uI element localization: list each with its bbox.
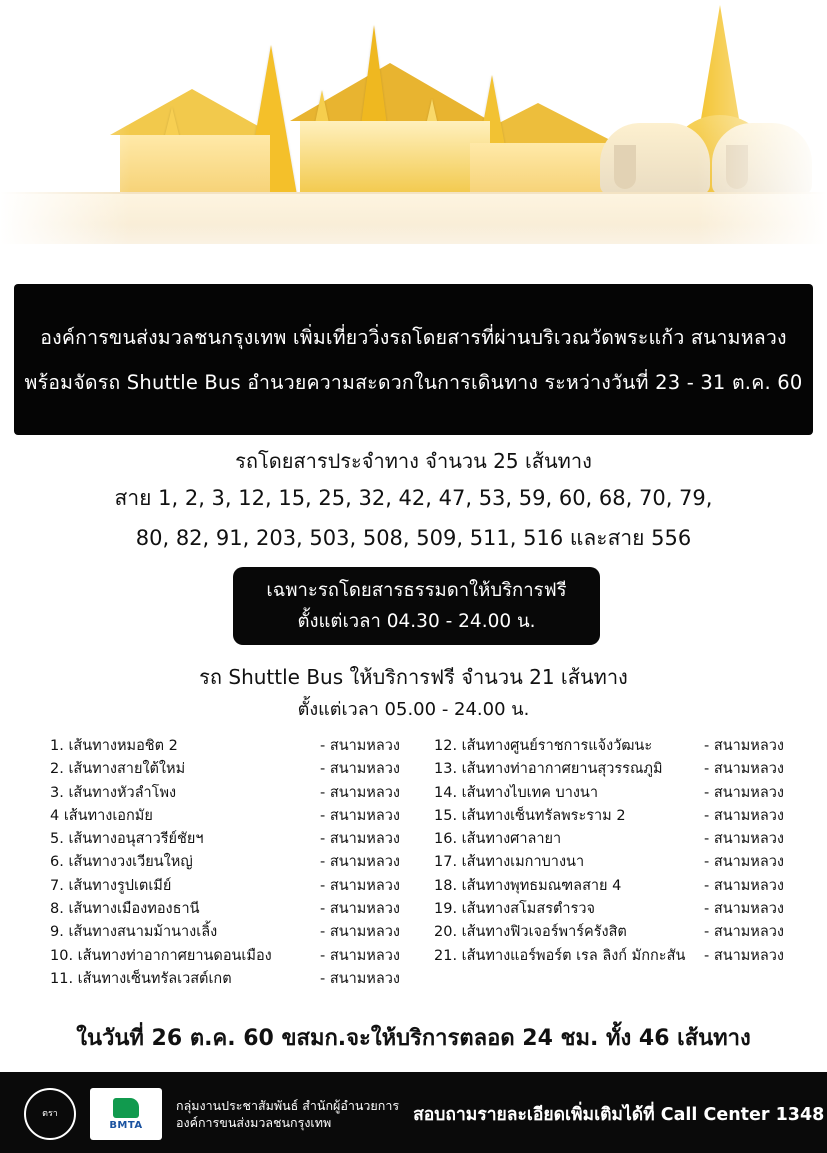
list-item-no: 20. xyxy=(434,924,458,941)
list-item-name: เส้นทางวงเวียนใหญ่ xyxy=(68,854,193,871)
list-item xyxy=(50,828,406,851)
footer-bar xyxy=(0,1075,827,1153)
bmta-mark-icon xyxy=(113,1098,139,1118)
list-item xyxy=(434,898,790,921)
list-item-dest: - สนามหลวง xyxy=(320,924,400,941)
bus-routes-line-2: 80, 82, 91, 203, 503, 508, 509, 511, 516 และสาย 556 xyxy=(135,526,692,550)
list-item-name: เส้นทางท่าอากาศยานสุวรรณภูมิ xyxy=(461,761,663,778)
list-item-dest: - สนามหลวง xyxy=(320,970,400,987)
list-item-no: 21. xyxy=(434,947,458,964)
headline-line-1: องค์การขนส่งมวลชนกรุงเทพ เพิ่มเที่ยววิ่งรถโดยสารที่ผ่านบริเวณวัดพระแก้ว สนามหลวง xyxy=(40,325,787,349)
list-item-no: 6. xyxy=(50,854,64,871)
bmta-logo-label: BMTA xyxy=(109,1119,143,1131)
list-item-name: เส้นทางเซ็นทรัลเวสต์เกต xyxy=(77,970,232,987)
list-item-no: 3. xyxy=(50,784,64,801)
list-item xyxy=(50,945,406,968)
list-item-name: เส้นทางเมืองทองธานี xyxy=(68,901,200,918)
list-item-dest: - สนามหลวง xyxy=(704,901,784,918)
list-item-name: เส้นทางแอร์พอร์ต เรล ลิงก์ มักกะสัน xyxy=(461,947,686,964)
headline-line-2: พร้อมจัดรถ Shuttle Bus อำนวยความสะดวกในการเดินทาง ระหว่างวันที่ 23 - 31 ต.ค. 60 xyxy=(24,370,803,394)
list-item-name: เส้นทางศาลายา xyxy=(461,831,562,848)
footer-org-line-2: องค์การขนส่งมวลชนกรุงเทพ xyxy=(176,1115,332,1130)
list-item-name: เส้นทางฟิวเจอร์พาร์ครังสิต xyxy=(461,924,627,941)
temple-hall xyxy=(300,121,490,195)
list-item-dest: - สนามหลวง xyxy=(320,831,400,848)
list-item-no: 8. xyxy=(50,901,64,918)
list-item-dest: - สนามหลวง xyxy=(704,947,784,964)
list-item-name: เส้นทางเซ็นทรัลพระราม 2 xyxy=(461,807,626,824)
list-item-no: 10. xyxy=(50,947,74,964)
shuttle-route-column-left xyxy=(50,735,406,991)
list-item xyxy=(50,968,406,991)
list-item-dest: - สนามหลวง xyxy=(704,738,784,754)
full-day-service-note: ในวันที่ 26 ต.ค. 60 ขสมก.จะให้บริการตลอด 24 ชม. ทั้ง 46 เส้นทาง xyxy=(76,1026,751,1051)
list-item-no: 11. xyxy=(50,970,74,987)
temple-hall xyxy=(470,143,610,195)
list-item-no: 9. xyxy=(50,924,64,941)
list-item-name: เส้นทางศูนย์ราชการแจ้งวัฒนะ xyxy=(461,738,653,754)
shuttle-route-column-right xyxy=(434,735,790,991)
list-item-no: 16. xyxy=(434,831,458,848)
list-item-no: 13. xyxy=(434,761,458,778)
call-center-info: สอบถามรายละเอียดเพิ่มเติมได้ที่ Call Center 1348 xyxy=(413,1105,825,1125)
list-item-dest: - สนามหลวง xyxy=(320,901,400,918)
hero-illustration xyxy=(0,0,827,290)
list-item xyxy=(434,735,790,758)
shuttle-time: ตั้งแต่เวลา 05.00 - 24.00 น. xyxy=(297,699,530,720)
free-service-line-1: เฉพาะรถโดยสารธรรมดาให้บริการฟรี xyxy=(266,579,567,601)
hero-left-fade xyxy=(0,0,130,290)
list-item xyxy=(50,782,406,805)
bmta-logo xyxy=(90,1088,162,1140)
elephant-statue-icon xyxy=(600,123,710,195)
shuttle-title: รถ Shuttle Bus ให้บริการฟรี จำนวน 21 เส้นทาง xyxy=(199,665,628,689)
footer-org-line-1: กลุ่มงานประชาสัมพันธ์ สำนักผู้อำนวยการ xyxy=(176,1098,400,1113)
shuttle-route-list xyxy=(50,735,790,991)
list-item-dest: - สนามหลวง xyxy=(320,854,400,871)
list-item-dest: - สนามหลวง xyxy=(320,947,400,964)
list-item-name: เส้นทางไบเทค บางนา xyxy=(461,784,598,801)
list-item xyxy=(434,851,790,874)
list-item xyxy=(50,851,406,874)
shuttle-section-header xyxy=(0,660,827,726)
bus-routes-section xyxy=(0,444,827,558)
list-item xyxy=(50,898,406,921)
list-item-dest: - สนามหลวง xyxy=(320,738,400,754)
list-item-no: 5. xyxy=(50,831,64,848)
list-item-dest: - สนามหลวง xyxy=(704,831,784,848)
list-item-name: เส้นทางอนุสาวรีย์ชัยฯ xyxy=(68,831,204,848)
list-item xyxy=(434,782,790,805)
seal-label: ตรา xyxy=(42,1109,58,1119)
bus-routes-line-1: สาย 1, 2, 3, 12, 15, 25, 32, 42, 47, 53, 59, 60, 68, 70, 79, xyxy=(114,486,713,510)
list-item-name: เส้นทางเมกาบางนา xyxy=(461,854,585,871)
list-item-no: 1. xyxy=(50,738,64,754)
list-item xyxy=(434,758,790,781)
list-item-no: 18. xyxy=(434,877,458,894)
bus-routes-title: รถโดยสารประจำทาง จำนวน 25 เส้นทาง xyxy=(235,449,592,473)
hero-right-fade xyxy=(697,0,827,290)
list-item-name: เส้นทางสโมสรตำรวจ xyxy=(461,901,595,918)
list-item-dest: - สนามหลวง xyxy=(320,877,400,894)
free-service-notice xyxy=(233,567,600,645)
list-item xyxy=(50,758,406,781)
list-item-name: เส้นทางเอกมัย xyxy=(63,807,153,824)
list-item-no: 19. xyxy=(434,901,458,918)
list-item-name: เส้นทางสายใต้ใหม่ xyxy=(68,761,186,778)
list-item xyxy=(434,945,790,968)
list-item-name: เส้นทางหัวลำโพง xyxy=(68,784,177,801)
list-item-name: เส้นทางสนามม้านางเลิ้ง xyxy=(68,924,218,941)
list-item-name: เส้นทางท่าอากาศยานดอนเมือง xyxy=(77,947,272,964)
list-item-no: 17. xyxy=(434,854,458,871)
list-item-dest: - สนามหลวง xyxy=(704,854,784,871)
list-item-no: 12. xyxy=(434,738,458,754)
list-item-dest: - สนามหลวง xyxy=(320,807,400,824)
list-item-no: 2. xyxy=(50,761,64,778)
list-item-dest: - สนามหลวง xyxy=(704,761,784,778)
list-item-dest: - สนามหลวง xyxy=(704,877,784,894)
temple-hall xyxy=(120,135,270,195)
free-service-line-2: ตั้งแต่เวลา 04.30 - 24.00 น. xyxy=(297,610,536,632)
list-item xyxy=(434,921,790,944)
list-item-dest: - สนามหลวง xyxy=(704,784,784,801)
list-item-name: เส้นทางรูปเตเมีย์ xyxy=(68,877,172,894)
list-item-dest: - สนามหลวง xyxy=(320,761,400,778)
list-item xyxy=(50,735,406,758)
list-item-no: 14. xyxy=(434,784,458,801)
list-item-name: เส้นทางพุทธมณฑลสาย 4 xyxy=(461,877,622,894)
list-item-dest: - สนามหลวง xyxy=(320,784,400,801)
headline-banner xyxy=(14,284,813,435)
list-item-dest: - สนามหลวง xyxy=(704,924,784,941)
list-item-no: 4 xyxy=(50,807,60,824)
list-item-no: 7. xyxy=(50,877,64,894)
list-item xyxy=(50,875,406,898)
list-item xyxy=(50,805,406,828)
footer-organization xyxy=(176,1097,399,1131)
government-seal-icon xyxy=(24,1088,76,1140)
list-item-dest: - สนามหลวง xyxy=(704,807,784,824)
list-item xyxy=(434,875,790,898)
list-item xyxy=(50,921,406,944)
list-item xyxy=(434,828,790,851)
list-item-name: เส้นทางหมอชิต 2 xyxy=(68,738,178,754)
list-item xyxy=(434,805,790,828)
list-item-no: 15. xyxy=(434,807,458,824)
